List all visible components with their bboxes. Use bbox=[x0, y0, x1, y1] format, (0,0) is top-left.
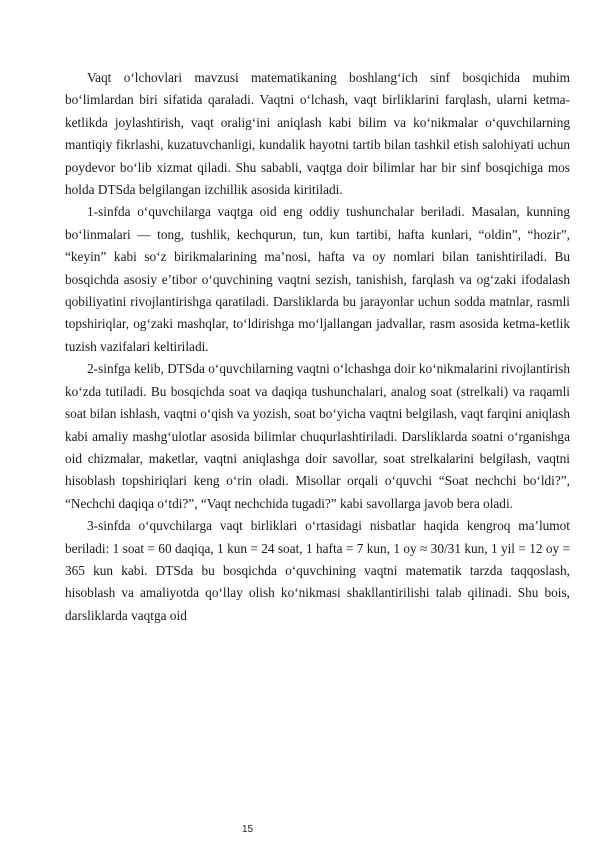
paragraph-intro: Vaqt o‘lchovlari mavzusi matematikaning boshlang‘ich sinf bosqichida muhim bo‘limlardan biri sifatida qaraladi. Vaqtni o‘lchash, vaqt birliklarini farqlash, ularni ketma-ketlikda joylashtirish, vaqt oralig‘ini aniqlash kabi bilim va ko‘nikmalar o‘quvchilarning mantiqiy fikrlashi, kuzatuvchanligi, kundalik hayotni tartib bilan tashkil etish salohiyati uchun poydevor bo‘lib xizmat qiladi. Shu sababli, vaqtga doir bilimlar har bir sinf bosqichiga mos holda DTSda belgilangan izchillik asosida kiritiladi. bbox=[65, 70, 570, 198]
body-text bbox=[65, 67, 570, 627]
paragraph-grade-2: 2-sinfga kelib, DTSda o‘quvchilarning vaqtni o‘lchashga doir ko‘nikmalarini rivojlantirish ko‘zda tutiladi. Bu bosqichda soat va daqiqa tushunchalari, analog soat (strelkali) va raqamli soat bilan ishlash, vaqtni o‘qish va yozish, soat bo‘yicha vaqtni belgilash, vaqt farqini aniqlash kabi amaliy mashg‘ulotlar asosida bilimlar chuqurlashtiriladi. Darsliklarda soatni o‘rganishga oid chizmalar, maketlar, vaqtni aniqlashga doir savollar, soat strelkalarini belgilash, vaqtni hisoblash topshiriqlari keng o‘rin oladi. Misollar orqali o‘quvchi “Soat nechchi bo‘ldi?”, “Nechchi daqiqa o‘tdi?”, “Vaqt nechchida tugadi?” kabi savollarga javob bera oladi. bbox=[65, 361, 570, 511]
paragraph-grade-1: 1-sinfda o‘quvchilarga vaqtga oid eng oddiy tushunchalar beriladi. Masalan, kunning bo‘linmalari — tong, tushlik, kechqurun, tun, kun tartibi, hafta kunlari, “oldin”, “hozir”, “keyin” kabi so‘z birikmalarining ma’nosi, hafta va oy nomlari bilan tanishtiriladi. Bu bosqichda asosiy e’tibor o‘quvchining vaqtni sezish, tanishish, farqlash va og‘zaki ifodalash qobiliyatini rivojlantirishga qaratiladi. Darsliklarda bu jarayonlar uchun sodda matnlar, rasmli topshiriqlar, og‘zaki mashqlar, to‘ldirishga mo‘ljallangan jadvallar, rasm asosida ketma-ketlik tuzish vazifalari keltiriladi. bbox=[65, 204, 570, 354]
page-number: 15 bbox=[241, 824, 254, 835]
paragraph-grade-3: 3-sinfda o‘quvchilarga vaqt birliklari o‘rtasidagi nisbatlar haqida kengroq ma’lumot beriladi: 1 soat = 60 daqiqa, 1 kun = 24 soat, 1 hafta = 7 kun, 1 oy ≈ 30/31 kun, 1 yil = 12 oy = 365 kun kabi. DTSda bu bosqichda o‘quvchining vaqtni matematik tarzda taqqoslash, hisoblash va amaliyotda qo‘llay olish ko‘nikmasi shakllantirilishi talab qilinadi. Shu bois, darsliklarda vaqtga oid bbox=[65, 518, 570, 623]
